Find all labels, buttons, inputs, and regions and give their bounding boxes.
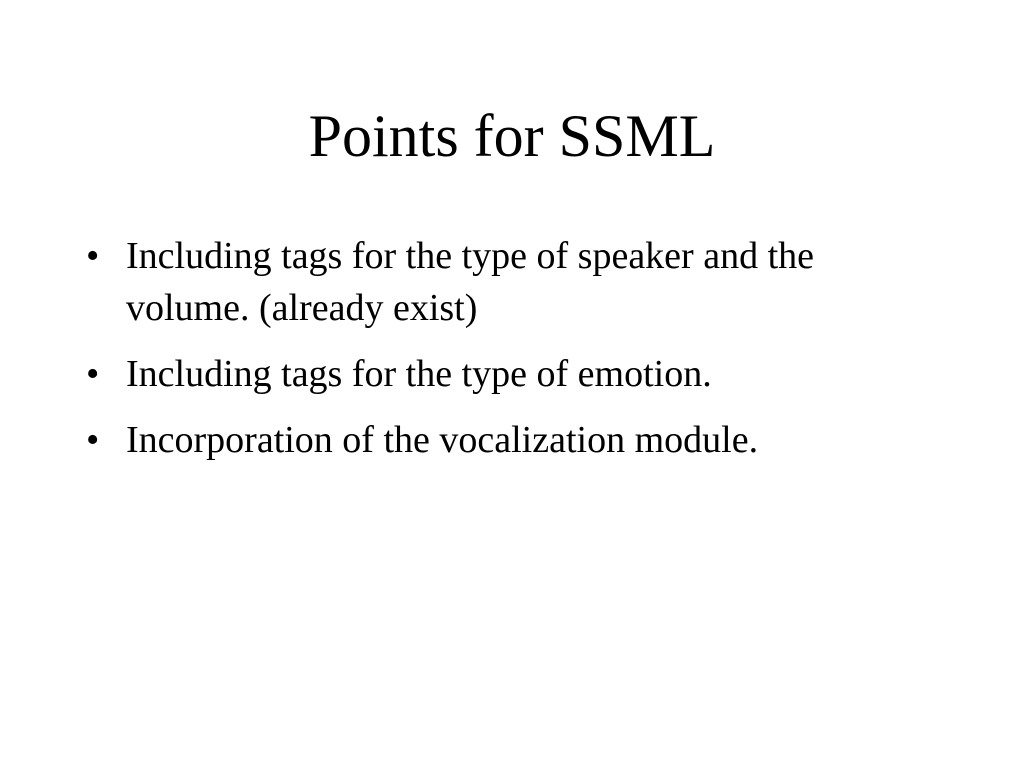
bullet-icon: • [86,353,100,395]
bullet-text: Including tags for the type of speaker and the volume. (already exist) [126,235,814,329]
bullet-icon: • [86,419,100,461]
bullet-item [86,414,906,466]
bullet-item [86,348,906,400]
slide-title: Points for SSML [308,103,716,169]
bullet-list [86,230,906,480]
bullet-icon: • [86,235,100,277]
bullet-text: Including tags for the type of emotion. [126,353,712,395]
bullet-item [86,230,906,334]
bullet-text: Incorporation of the vocalization module. [126,419,759,461]
